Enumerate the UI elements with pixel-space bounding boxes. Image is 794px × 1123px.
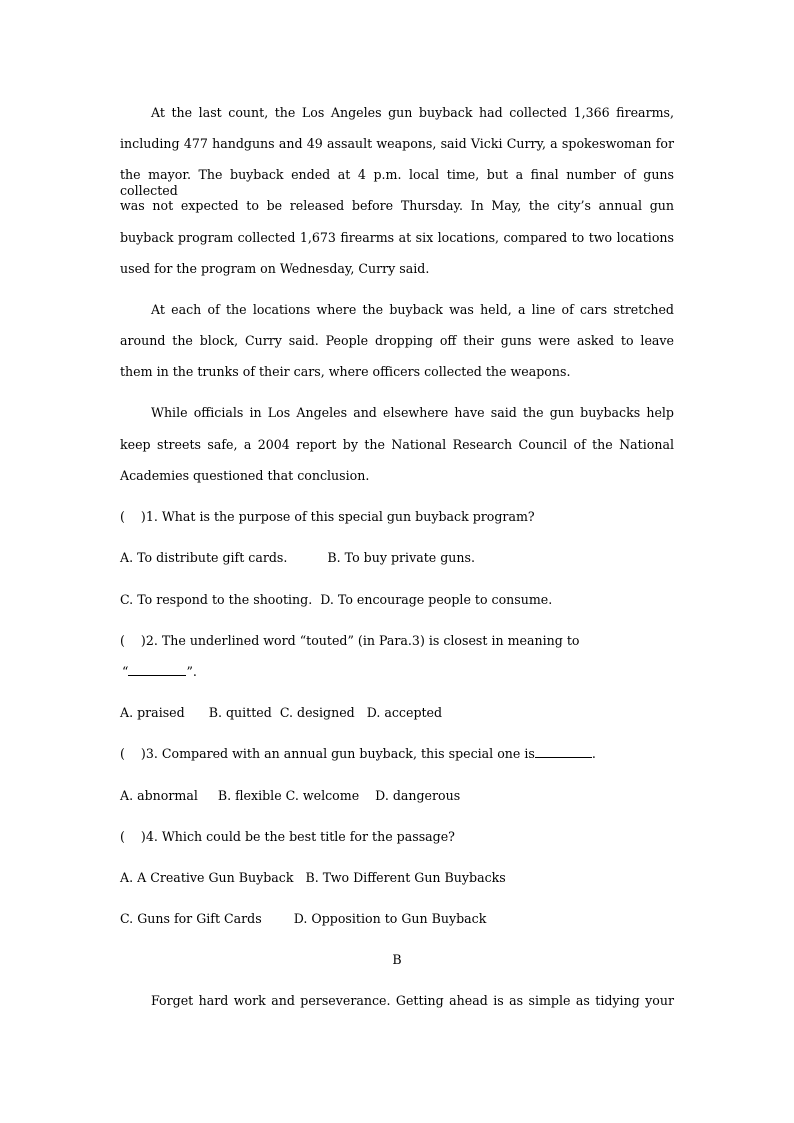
section-b-line-1: Forget hard work and perseverance. Getting ahead is as simple as tidying your: [151, 993, 674, 1008]
answer-blank: [128, 664, 186, 676]
paragraph-3-line-2: keep streets safe, a 2004 report by the National Research Council of the National: [120, 437, 674, 452]
question-3: [120, 746, 596, 762]
question-3-options: A. abnormal B. flexible C. welcome D. dangerous: [120, 788, 461, 803]
paragraph-1-line-3: the mayor. The buyback ended at 4 p.m. local time, but a final number of guns collected: [120, 167, 674, 198]
question-1-options-cd: C. To respond to the shooting. D. To encourage people to consume.: [120, 592, 553, 607]
answer-blank: [535, 746, 592, 758]
question-4-options-ab: A. A Creative Gun Buyback B. Two Different Gun Buybacks: [120, 870, 506, 885]
question-4: ( )4. Which could be the best title for the passage?: [120, 829, 455, 844]
question-3-end: .: [591, 746, 596, 761]
question-2: ( )2. The underlined word “touted” (in Para.3) is closest in meaning to: [120, 633, 580, 648]
paragraph-3-line-1: While officials in Los Angeles and elsewhere have said the gun buybacks help: [151, 405, 674, 420]
question-1: ( )1. What is the purpose of this special gun buyback program?: [120, 509, 535, 524]
paragraph-1-line-4: was not expected to be released before Thursday. In May, the city’s annual gun: [120, 198, 674, 213]
question-3-text: ( )3. Compared with an annual gun buyback, this special one is: [120, 746, 535, 761]
question-2-blank-line: [122, 664, 197, 680]
close-quote: ”.: [186, 664, 197, 679]
paragraph-2-line-3: them in the trunks of their cars, where officers collected the weapons.: [120, 364, 571, 379]
paragraph-1-line-2: including 477 handguns and 49 assault weapons, said Vicki Curry, a spokeswoman for: [120, 136, 674, 151]
paragraph-2-line-1: At each of the locations where the buyback was held, a line of cars stretched: [151, 302, 674, 317]
paragraph-1-line-6: used for the program on Wednesday, Curry said.: [120, 261, 430, 276]
question-4-options-cd: C. Guns for Gift Cards D. Opposition to Gun Buyback: [120, 911, 487, 926]
paragraph-3-line-3: Academies questioned that conclusion.: [120, 468, 370, 483]
open-quote: “: [122, 664, 129, 679]
section-b-heading: B: [392, 952, 402, 967]
paragraph-2-line-2: around the block, Curry said. People dropping off their guns were asked to leave: [120, 333, 674, 348]
paragraph-1-line-5: buyback program collected 1,673 firearms at six locations, compared to two locations: [120, 230, 674, 245]
question-2-options: A. praised B. quitted C. designed D. accepted: [120, 705, 443, 720]
paragraph-1-line-1: At the last count, the Los Angeles gun buyback had collected 1,366 firearms,: [151, 105, 674, 120]
question-1-options-ab: A. To distribute gift cards. B. To buy private guns.: [120, 550, 475, 565]
